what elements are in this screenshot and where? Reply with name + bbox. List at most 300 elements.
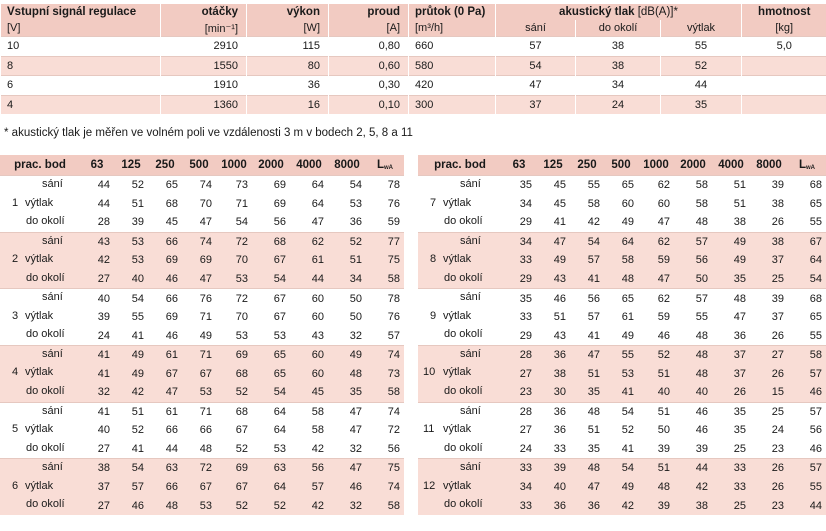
cell-rpm: 1910 (161, 76, 247, 96)
cell-level: 72 (216, 232, 252, 251)
cell-level: 67 (273, 311, 286, 324)
cell-level: 27 (80, 270, 114, 289)
cell-level: 66 (165, 424, 178, 437)
cell-level: 37 (771, 311, 784, 324)
cell-level: 46 (674, 402, 712, 421)
cell-level: 60 (290, 345, 328, 364)
cell-level: 37 (712, 345, 750, 364)
cell-level: 35 (587, 442, 600, 455)
cell-lwa: 75 (366, 251, 404, 270)
work-point-id: 2 (12, 253, 19, 266)
sub-ambient: do okolí (576, 20, 661, 37)
header-flow: průtok (0 Pa) (409, 4, 496, 20)
row-label-cell (0, 232, 80, 251)
cell-level: 52 (638, 345, 674, 364)
row-label-cell (0, 421, 80, 440)
cell-level: 67 (182, 364, 216, 383)
noise-row (418, 383, 826, 402)
cell-level: 47 (638, 270, 674, 289)
cell-level: 52 (621, 424, 634, 437)
cell-level: 71 (235, 197, 248, 210)
cell-level: 41 (553, 216, 566, 229)
noise-row (0, 383, 404, 402)
cell-level: 57 (114, 478, 148, 497)
cell-level: 24 (519, 442, 532, 455)
cell-level: 48 (638, 478, 674, 497)
cell-level: 47 (570, 345, 604, 364)
noise-row (418, 289, 826, 308)
unit-signal: [V] (1, 20, 161, 37)
cell-level: 65 (252, 345, 290, 364)
cell-level: 62 (638, 176, 674, 195)
cell-lwa: 75 (366, 459, 404, 478)
cell-level: 23 (750, 496, 788, 515)
cell-level: 33 (502, 459, 536, 478)
row-measure-label: výtlak (443, 309, 472, 322)
cell-current: 0,10 (329, 95, 409, 114)
cell-lwa: 55 (809, 329, 822, 342)
cell-level: 50 (328, 289, 366, 308)
cell-level: 64 (604, 232, 638, 251)
noise-row (418, 345, 826, 364)
cell-level: 32 (80, 383, 114, 402)
cell-level: 56 (273, 216, 286, 229)
header-rpm: otáčky (161, 4, 247, 20)
cell-exhaust: 44 (661, 76, 742, 96)
cell-level: 51 (328, 251, 366, 270)
header-freq: 8000 (750, 155, 788, 176)
cell-level: 54 (114, 289, 148, 308)
cell-level: 40 (638, 383, 674, 402)
work-point-id: 11 (423, 423, 435, 436)
cell-level: 29 (519, 216, 532, 229)
noise-row (0, 421, 404, 440)
cell-level: 53 (349, 197, 362, 210)
cell-lwa: 72 (387, 424, 400, 437)
row-label-cell (418, 270, 502, 289)
row-label-cell (0, 496, 80, 515)
cell-level: 72 (216, 289, 252, 308)
cell-level: 47 (657, 216, 670, 229)
row-measure-label: výtlak (25, 196, 54, 209)
cell-level: 49 (712, 232, 750, 251)
cell-lwa: 57 (788, 459, 826, 478)
cell-current: 0,30 (329, 76, 409, 96)
cell-level: 38 (771, 197, 784, 210)
cell-level: 42 (587, 216, 600, 229)
header-signal: Vstupní signál regulace (1, 4, 161, 20)
cell-level: 27 (750, 345, 788, 364)
cell-level: 42 (311, 442, 324, 455)
noise-row (0, 440, 404, 459)
cell-level: 64 (252, 478, 290, 497)
cell-level: 61 (148, 402, 182, 421)
cell-level: 67 (252, 289, 290, 308)
cell-lwa: 65 (809, 197, 822, 210)
header-work-point: prac. bod (0, 155, 80, 176)
cell-level: 26 (712, 383, 750, 402)
cell-level: 57 (570, 251, 604, 270)
row-label-cell (0, 289, 80, 308)
row-label-cell (418, 289, 502, 308)
cell-level: 54 (114, 459, 148, 478)
row-label-cell (0, 326, 80, 345)
cell-level: 50 (657, 424, 670, 437)
cell-level: 42 (80, 251, 114, 270)
cell-level: 74 (182, 232, 216, 251)
noise-row (0, 213, 404, 232)
cell-level: 33 (519, 311, 532, 324)
cell-signal: 8 (1, 56, 161, 76)
cell-level: 58 (695, 197, 708, 210)
cell-level: 27 (519, 424, 532, 437)
work-point-id: 12 (423, 479, 436, 492)
row-measure-label: sání (42, 404, 63, 417)
cell-level: 41 (570, 270, 604, 289)
cell-level: 68 (165, 197, 178, 210)
header-freq: 500 (182, 155, 216, 176)
cell-level: 54 (252, 270, 290, 289)
row-label-cell (0, 195, 80, 214)
cell-level: 53 (273, 442, 286, 455)
row-label-cell (418, 308, 502, 327)
unit-power: [W] (247, 20, 329, 37)
cell-level: 67 (216, 478, 252, 497)
noise-row (418, 440, 826, 459)
cell-level: 53 (114, 251, 148, 270)
cell-level: 15 (750, 383, 788, 402)
cell-level: 42 (674, 478, 712, 497)
cell-level: 48 (604, 270, 638, 289)
cell-level: 44 (674, 459, 712, 478)
cell-level: 53 (273, 329, 286, 342)
cell-level: 51 (553, 311, 566, 324)
cell-level: 36 (570, 496, 604, 515)
cell-level: 45 (536, 176, 570, 195)
row-label-cell (418, 496, 502, 515)
noise-row (0, 402, 404, 421)
cell-level: 40 (536, 478, 570, 497)
cell-level: 59 (638, 251, 674, 270)
lwa-sub: wA (384, 165, 394, 171)
cell-level: 43 (536, 270, 570, 289)
row-measure-label: do okolí (26, 441, 65, 454)
cell-level: 52 (114, 176, 148, 195)
row-measure-label: do okolí (26, 328, 65, 341)
cell-level: 55 (570, 176, 604, 195)
cell-level: 39 (750, 289, 788, 308)
row-measure-label: do okolí (26, 215, 65, 228)
cell-lwa: 58 (366, 496, 404, 515)
cell-level: 37 (80, 478, 114, 497)
noise-row (418, 478, 826, 497)
cell-level: 49 (114, 345, 148, 364)
cell-mass (742, 95, 826, 114)
noise-row (418, 308, 826, 327)
cell-level: 26 (771, 216, 784, 229)
cell-level: 44 (80, 176, 114, 195)
lwa-main: L (376, 159, 385, 171)
cell-level: 45 (553, 197, 566, 210)
unit-mass: [kg] (742, 20, 826, 37)
header-freq: 8000 (328, 155, 366, 176)
cell-level: 57 (674, 232, 712, 251)
cell-level: 51 (638, 402, 674, 421)
cell-level: 55 (695, 311, 708, 324)
noise-header-row (0, 155, 404, 176)
cell-level: 48 (695, 216, 708, 229)
work-point-id: 1 (12, 196, 19, 209)
cell-level: 48 (199, 442, 212, 455)
cell-level: 40 (114, 270, 148, 289)
cell-level: 61 (621, 311, 634, 324)
work-point-id: 7 (430, 196, 437, 209)
row-measure-label: do okolí (26, 385, 65, 398)
cell-current: 0,80 (329, 37, 409, 57)
cell-level: 26 (771, 329, 784, 342)
cell-level: 39 (750, 176, 788, 195)
cell-level: 51 (638, 459, 674, 478)
row-measure-label: sání (42, 178, 63, 190)
cell-level: 71 (182, 345, 216, 364)
cell-level: 67 (252, 251, 290, 270)
unit-rpm: [min⁻¹] (161, 20, 247, 37)
cell-level: 44 (290, 270, 328, 289)
cell-level: 36 (536, 402, 570, 421)
cell-level: 64 (311, 197, 324, 210)
header-freq: 1000 (216, 155, 252, 176)
spec-row (1, 56, 826, 76)
cell-level: 35 (502, 289, 536, 308)
noise-row (0, 326, 404, 345)
row-label-cell (0, 251, 80, 270)
cell-level: 65 (604, 176, 638, 195)
header-acoustic (496, 4, 742, 20)
cell-level: 51 (638, 364, 674, 383)
cell-level: 40 (97, 424, 110, 437)
cell-level: 49 (621, 216, 634, 229)
cell-level: 41 (131, 442, 144, 455)
cell-lwa: 58 (366, 383, 404, 402)
row-measure-label: výtlak (25, 479, 54, 492)
row-measure-label: do okolí (444, 328, 483, 341)
row-label-cell (0, 459, 80, 478)
cell-level: 70 (199, 197, 212, 210)
cell-level: 49 (536, 251, 570, 270)
work-point-id: 5 (12, 423, 19, 436)
row-measure-label: sání (42, 291, 63, 304)
cell-ambient: 24 (576, 95, 661, 114)
cell-level: 35 (328, 383, 366, 402)
cell-level: 26 (750, 478, 788, 497)
cell-level: 60 (290, 289, 328, 308)
row-label-cell (0, 345, 80, 364)
cell-level: 69 (182, 251, 216, 270)
row-label-cell (418, 176, 502, 195)
row-label-cell (418, 421, 502, 440)
cell-level: 62 (638, 289, 674, 308)
cell-lwa: 64 (788, 251, 826, 270)
noise-row (418, 402, 826, 421)
cell-level: 35 (570, 383, 604, 402)
cell-level: 68 (216, 364, 252, 383)
cell-level: 54 (328, 176, 366, 195)
cell-level: 33 (553, 442, 566, 455)
work-point-id: 3 (12, 309, 19, 322)
row-label-cell (418, 232, 502, 251)
cell-level: 47 (328, 459, 366, 478)
fan-spec-table (0, 4, 826, 114)
cell-level: 51 (570, 364, 604, 383)
cell-level: 42 (290, 496, 328, 515)
spec-row (1, 95, 826, 114)
cell-level: 70 (235, 311, 248, 324)
cell-level: 38 (733, 216, 746, 229)
row-label-cell (0, 270, 80, 289)
cell-level: 49 (621, 329, 634, 342)
noise-header-row (418, 155, 826, 176)
cell-level: 53 (182, 496, 216, 515)
cell-level: 49 (199, 329, 212, 342)
cell-level: 25 (712, 496, 750, 515)
cell-level: 48 (570, 459, 604, 478)
cell-level: 66 (148, 478, 182, 497)
cell-lwa: 55 (788, 478, 826, 497)
cell-level: 76 (182, 289, 216, 308)
cell-level: 41 (621, 442, 634, 455)
cell-lwa: 78 (366, 176, 404, 195)
cell-level: 51 (712, 176, 750, 195)
cell-lwa: 74 (366, 402, 404, 421)
footnote: * akustický tlak je měřen ve volném poli ve vzdálenosti 3 m v bodech 2, 5, 8 a 11 (4, 127, 413, 139)
cell-level: 37 (712, 364, 750, 383)
cell-level: 38 (536, 364, 570, 383)
cell-level: 41 (604, 383, 638, 402)
cell-level: 48 (695, 329, 708, 342)
cell-level: 40 (80, 289, 114, 308)
cell-level: 70 (216, 251, 252, 270)
row-measure-label: výtlak (443, 479, 472, 492)
header-freq: 2000 (252, 155, 290, 176)
cell-level: 49 (114, 364, 148, 383)
lwa-sub: wA (806, 165, 816, 171)
cell-lwa: 57 (387, 329, 400, 342)
cell-level: 46 (657, 329, 670, 342)
row-measure-label: sání (460, 404, 481, 417)
cell-level: 57 (290, 478, 328, 497)
header-freq: 2000 (674, 155, 712, 176)
cell-level: 36 (553, 424, 566, 437)
cell-level: 65 (148, 176, 182, 195)
noise-row (0, 345, 404, 364)
cell-lwa: 56 (387, 442, 400, 455)
cell-level: 53 (604, 364, 638, 383)
cell-level: 30 (536, 383, 570, 402)
cell-level: 61 (290, 251, 328, 270)
noise-row (418, 232, 826, 251)
cell-flow: 420 (409, 76, 496, 96)
cell-level: 23 (771, 442, 784, 455)
cell-exhaust: 55 (661, 37, 742, 57)
cell-level: 43 (311, 329, 324, 342)
row-label-cell (418, 345, 502, 364)
cell-level: 28 (97, 216, 110, 229)
cell-level: 63 (148, 459, 182, 478)
cell-mass (742, 56, 826, 76)
cell-level: 33 (712, 459, 750, 478)
cell-level: 23 (502, 383, 536, 402)
cell-level: 32 (328, 496, 366, 515)
row-measure-label: do okolí (26, 271, 65, 284)
row-measure-label: výtlak (25, 253, 54, 266)
cell-level: 68 (252, 232, 290, 251)
header-freq: 4000 (290, 155, 328, 176)
noise-row (0, 176, 404, 195)
cell-level: 33 (502, 496, 536, 515)
work-point-id: 6 (12, 479, 19, 492)
cell-intake: 37 (496, 95, 576, 114)
cell-level: 49 (328, 345, 366, 364)
cell-level: 48 (148, 496, 182, 515)
cell-level: 44 (165, 442, 178, 455)
cell-level: 46 (148, 270, 182, 289)
cell-level: 26 (750, 364, 788, 383)
header-acoustic-label: akustický tlak (559, 6, 635, 18)
spec-row (1, 37, 826, 57)
cell-level: 67 (235, 424, 248, 437)
cell-level: 27 (502, 364, 536, 383)
cell-level: 39 (536, 459, 570, 478)
row-label-cell (418, 364, 502, 383)
cell-level: 53 (216, 270, 252, 289)
cell-level: 59 (657, 311, 670, 324)
cell-level: 61 (148, 345, 182, 364)
cell-level: 35 (712, 270, 750, 289)
cell-rpm: 1360 (161, 95, 247, 114)
cell-lwa: 56 (809, 424, 822, 437)
noise-row (418, 421, 826, 440)
cell-level: 38 (674, 496, 712, 515)
cell-level: 48 (328, 364, 366, 383)
cell-level: 47 (349, 424, 362, 437)
cell-level: 39 (695, 442, 708, 455)
row-measure-label: výtlak (25, 423, 54, 436)
cell-level: 49 (604, 478, 638, 497)
cell-level: 36 (349, 216, 362, 229)
row-measure-label: výtlak (443, 366, 472, 379)
cell-signal: 4 (1, 95, 161, 114)
cell-level: 52 (131, 424, 144, 437)
header-lwa (788, 155, 826, 176)
lwa-main: L (798, 159, 807, 171)
cell-level: 69 (273, 197, 286, 210)
noise-row (418, 496, 826, 515)
cell-ambient: 38 (576, 56, 661, 76)
row-label-cell (418, 478, 502, 497)
cell-level: 46 (536, 289, 570, 308)
noise-row (0, 459, 404, 478)
cell-level: 60 (311, 311, 324, 324)
cell-level: 55 (604, 345, 638, 364)
cell-rpm: 1550 (161, 56, 247, 76)
header-freq: 63 (80, 155, 114, 176)
row-measure-label: výtlak (443, 423, 472, 436)
cell-level: 52 (216, 383, 252, 402)
unit-current: [A] (329, 20, 409, 37)
cell-intake: 54 (496, 56, 576, 76)
cell-lwa: 68 (788, 176, 826, 195)
cell-level: 34 (502, 478, 536, 497)
